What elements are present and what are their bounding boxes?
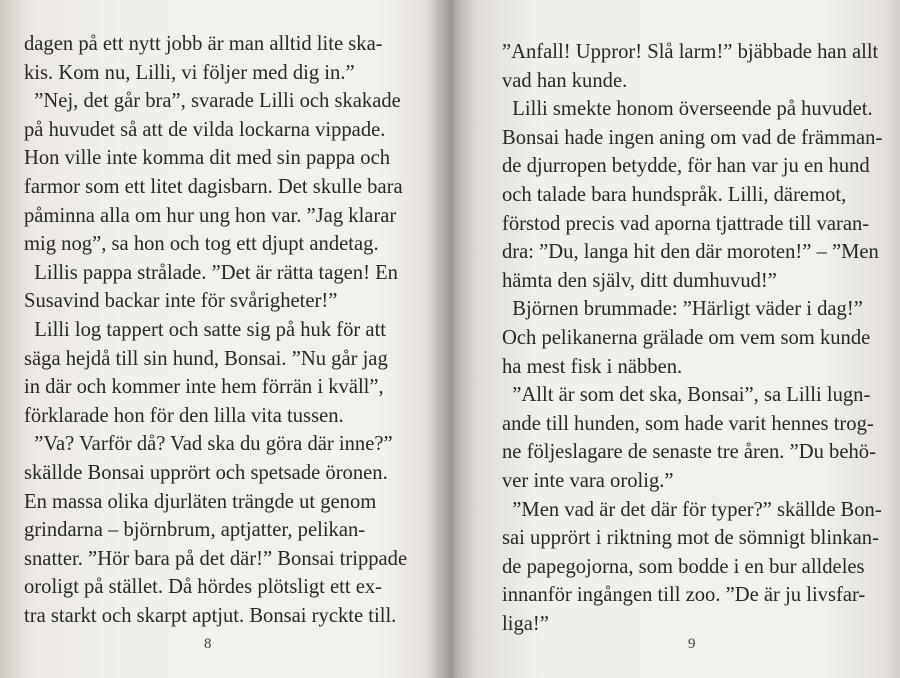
- text-line: förstod precis vad aporna tjattrade till varan-: [502, 212, 870, 235]
- text-line: Lilli smekte honom överseende på huvudet.: [502, 98, 873, 121]
- text-line: förklarade hon för den lilla vita tussen.: [24, 404, 344, 427]
- text-line: liga!”: [502, 612, 549, 635]
- text-line: Lilli log tappert och satte sig på huk för att: [24, 318, 387, 341]
- text-line: dagen på ett nytt jobb är man alltid lite ska-: [24, 33, 383, 55]
- text-line: ”Allt är som det ska, Bonsai”, sa Lilli lugn-: [502, 384, 871, 407]
- text-line: och talade bara hundspråk. Lilli, däremot,: [502, 183, 847, 206]
- text-line: Hon ville inte komma dit med sin pappa och: [24, 147, 391, 170]
- text-line: kis. Kom nu, Lilli, vi följer med dig in.”: [24, 61, 355, 84]
- text-line: ”Nej, det går bra”, svarade Lilli och skakade: [24, 90, 401, 113]
- text-line: ”Va? Varför då? Vad ska du göra där inne?”: [24, 433, 393, 456]
- text-line: tra starkt och skarpt aptjut. Bonsai ryckte till.: [24, 604, 397, 627]
- left-page: [0, 0, 440, 678]
- text-line: de djurropen betydde, för han var ju en hund: [502, 155, 870, 178]
- text-line: de papegojorna, som bodde i en bur alldeles: [502, 555, 865, 578]
- text-line: ne följeslagare de senaste tre åren. ”Du behö-: [502, 441, 876, 464]
- text-line: påminna alla om hur ung hon var. ”Jag klarar: [24, 204, 397, 227]
- text-line: ver inte vara orolig.”: [502, 469, 674, 492]
- page-number-right: 9: [688, 636, 696, 652]
- text-line: dra: ”Du, langa hit den där moroten!” – ”Men: [502, 241, 879, 264]
- text-line: Björnen brummade: ”Härligt väder i dag!”: [502, 298, 863, 321]
- text-line: hämta den själv, ditt dumhuvud!”: [502, 269, 777, 292]
- text-line: på huvudet så att de vilda lockarna vippade.: [24, 118, 386, 141]
- text-line: Bonsai hade ingen aning om vad de främman-: [502, 126, 883, 149]
- text-line: grindarna – björnbrum, aptjatter, pelikan-: [24, 519, 366, 542]
- right-page-text: [502, 38, 900, 638]
- text-line: Susavind backar inte för svårigheter!”: [24, 290, 338, 313]
- text-line: ”Men vad är det där för typer?” skällde Bon-: [502, 498, 882, 521]
- text-line: farmor som ett litet dagisbarn. Det skulle bara: [24, 175, 403, 198]
- text-line: in där och kommer inte hem förrän i kväll”,: [24, 376, 384, 399]
- text-line: ande till hunden, som hade varit hennes trog-: [502, 412, 874, 435]
- text-line: mig nog”, sa hon och tog ett djupt andetag.: [24, 233, 379, 256]
- text-line: ha mest fisk i näbben.: [502, 355, 683, 378]
- text-line: Och pelikanerna grälade om vem som kunde: [502, 326, 871, 349]
- text-line: snatter. ”Hör bara på det där!” Bonsai trippade: [24, 547, 408, 570]
- text-line: sai upprört i riktning mot de sömnigt blinkan-: [502, 527, 879, 550]
- text-line: oroligt på stället. Då hördes plötsligt ett ex-: [24, 576, 383, 599]
- text-line: skällde Bonsai upprört och spetsade öronen.: [24, 461, 388, 484]
- text-line: vad han kunde.: [502, 69, 628, 92]
- text-line: Lillis pappa strålade. ”Det är rätta tagen! En: [24, 261, 398, 284]
- text-line: innanför ingången till zoo. ”De är ju livsfar-: [502, 584, 866, 607]
- right-page: [460, 0, 900, 678]
- page-number-left: 8: [204, 636, 212, 652]
- text-line: säga hejdå till sin hund, Bonsai. ”Nu går jag: [24, 347, 388, 370]
- text-line: En massa olika djurläten trängde ut genom: [24, 490, 377, 513]
- left-page-text: [24, 30, 412, 630]
- text-line: ”Anfall! Uppror! Slå larm!” bjäbbade han allt: [502, 41, 879, 63]
